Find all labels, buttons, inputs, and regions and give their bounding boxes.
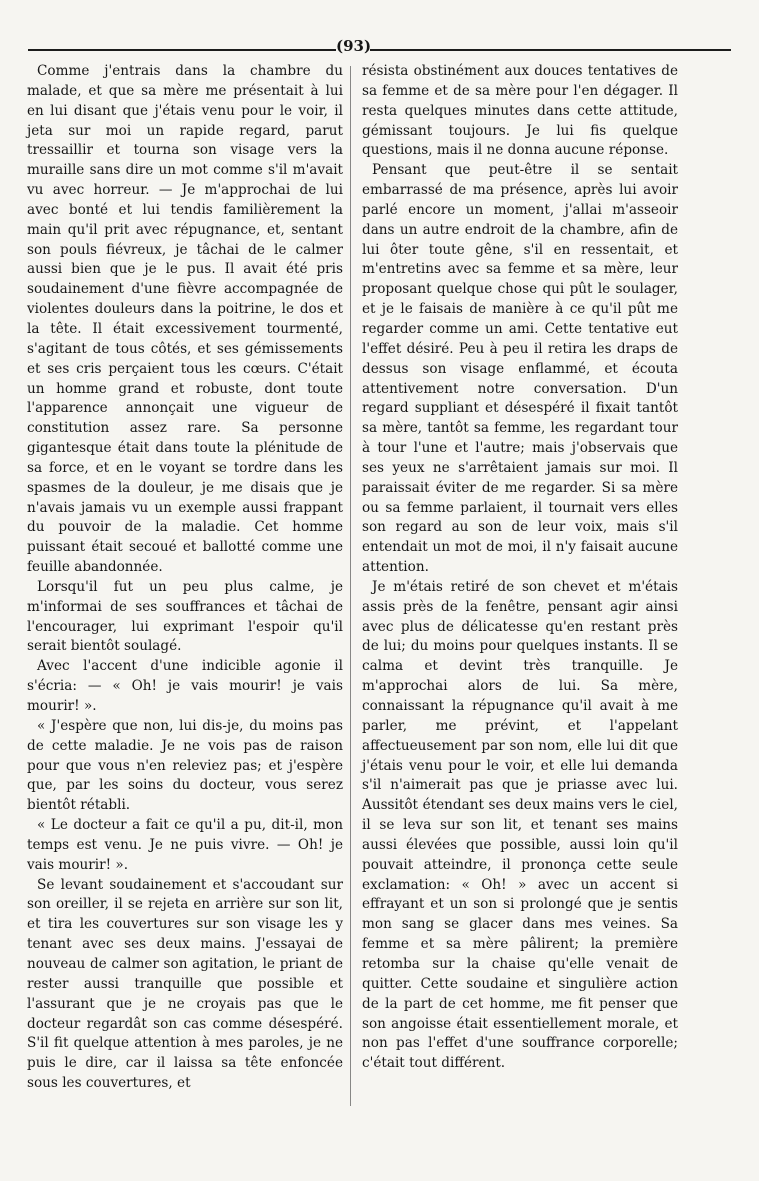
paragraph: Je m'étais retiré de son chevet et m'étais assis près de la fenêtre, pensant agir ainsi avec plus de délicatesse qu'en restant près de lui; du moins pour quelques instants. Il se calma et devint très tranquille. Je m'approchai alors de lui. Sa mère, connaissant la répugnance qu'il avait à me parler, me prévint, et l'appelant affectueusement par son nom, elle lui dit que j'étais venu pour le voir, et elle lui demanda s'il n'aimerait pas que je priasse avec lui. Aussitôt étendant ses deux mains vers le ciel, il se leva sur son lit, et tenant ses mains aussi élevées que possible, aussi loin qu'il pouvait atteindre, il prononça cette seule exclamation: « Oh! » avec un accent si effrayant et un son si prolongé que je sentis mon sang se glacer dans mes veines. Sa femme et sa mère pâlirent; la première retomba sur la chaise qu'elle venait de quitter. Cette soudaine et singulière action de la part de cet homme, me fit penser que son angoisse était essentiellement morale, et non pas l'effet d'une souffrance corporelle; c'était tout différent. (362, 578, 678, 1072)
left-column (27, 62, 343, 1094)
paragraph: « Le docteur a fait ce qu'il a pu, dit-il, mon temps est venu. Je ne puis vivre. — Oh! je vais mourir! ». (27, 817, 343, 873)
paragraph: Comme j'entrais dans la chambre du malade, et que sa mère me présentait à lui en lui disant que j'étais venu pour le voir, il jeta sur moi un rapide regard, parut tressaillir et tourna son visage vers la muraille sans dire un mot comme s'il m'avait vu avec horreur. — Je m'approchai de lui avec bonté et lui tendis familièrement la main qu'il prit avec répugnance, et, sentant son pouls fiévreux, je tâchai de le calmer aussi bien que je le pus. Il avait été pris soudainement d'une fièvre accompagnée de violentes douleurs dans la poitrine, le dos et la tête. Il était excessivement tourmenté, s'agitant de tous côtés, et ses gémissements et ses cris perçaient tous les cœurs. C'était un homme grand et robuste, dont toute l'apparence annonçait une vigueur de constitution assez rare. Sa personne gigantesque était dans toute la plénitude de sa force, et en le voyant se tordre dans les spasmes de la douleur, je me disais que je n'avais jamais vu un exemple aussi frappant du pouvoir de la maladie. Cet homme puissant était secoué et ballotté comme une feuille abandonnée. (27, 63, 343, 576)
paragraph: Se levant soudainement et s'accoudant sur son oreiller, il se rejeta en arrière sur son lit, et tira les couvertures sur son visage les y tenant avec ses deux mains. J'essayai de nouveau de calmer son agitation, le priant de rester aussi tranquille que possible et l'assurant que je ne croyais pas que le docteur regardât son cas comme désespéré. S'il fit quelque attention à mes paroles, je ne puis le dire, car il laissa sa tête enfoncée sous les couvertures, et (27, 876, 343, 1092)
page-number: (93) (336, 37, 372, 55)
right-column (362, 62, 678, 1074)
paragraph: résista obstinément aux douces tentatives de sa femme et de sa mère pour l'en dégager. Il resta quelques minutes dans cette attitude, gémissant toujours. Je lui fis quelque questions, mais il ne donna aucune réponse. (362, 63, 678, 159)
paragraph: Avec l'accent d'une indicible agonie il s'écria: — « Oh! je vais mourir! je vais mourir! ». (27, 658, 343, 714)
header-rule-left (28, 49, 336, 51)
paragraph: Lorsqu'il fut un peu plus calme, je m'informai de ses souffrances et tâchai de l'encourager, lui exprimant l'espoir qu'il serait bientôt soulagé. (27, 578, 343, 655)
column-divider (350, 66, 351, 1106)
header-rule-right (368, 49, 731, 51)
paragraph: « J'espère que non, lui dis-je, du moins pas de cette maladie. Je ne vois pas de raison pour que vous n'en releviez pas; et j'espère que, par les soins du docteur, vous serez bientôt rétabli. (27, 717, 343, 814)
paragraph: Pensant que peut-être il se sentait embarrassé de ma présence, après lui avoir parlé encore un moment, j'allai m'asseoir dans un autre endroit de la chambre, afin de lui ôter toute gêne, s'il en ressentait, et m'entretins avec sa femme et sa mère, leur proposant quelque chose qui pût le soulager, et je le faisais de manière à ce qu'il pût me regarder comme un ami. Cette tentative eut l'effet désiré. Peu à peu il retira les draps de dessus son visage enflammé, et écouta attentivement notre conversation. D'un regard suppliant et désespéré il fixait tantôt sa mère, tantôt sa femme, les regardant tour à tour l'une et l'autre; mais j'observais que ses yeux ne s'arrêtaient jamais sur moi. Il paraissait éviter de me regarder. Si sa mère ou sa femme parlaient, il tournait vers elles son regard au son de leur voix, mais s'il entendait un mot de moi, il n'y faisait aucune attention. (362, 162, 678, 576)
